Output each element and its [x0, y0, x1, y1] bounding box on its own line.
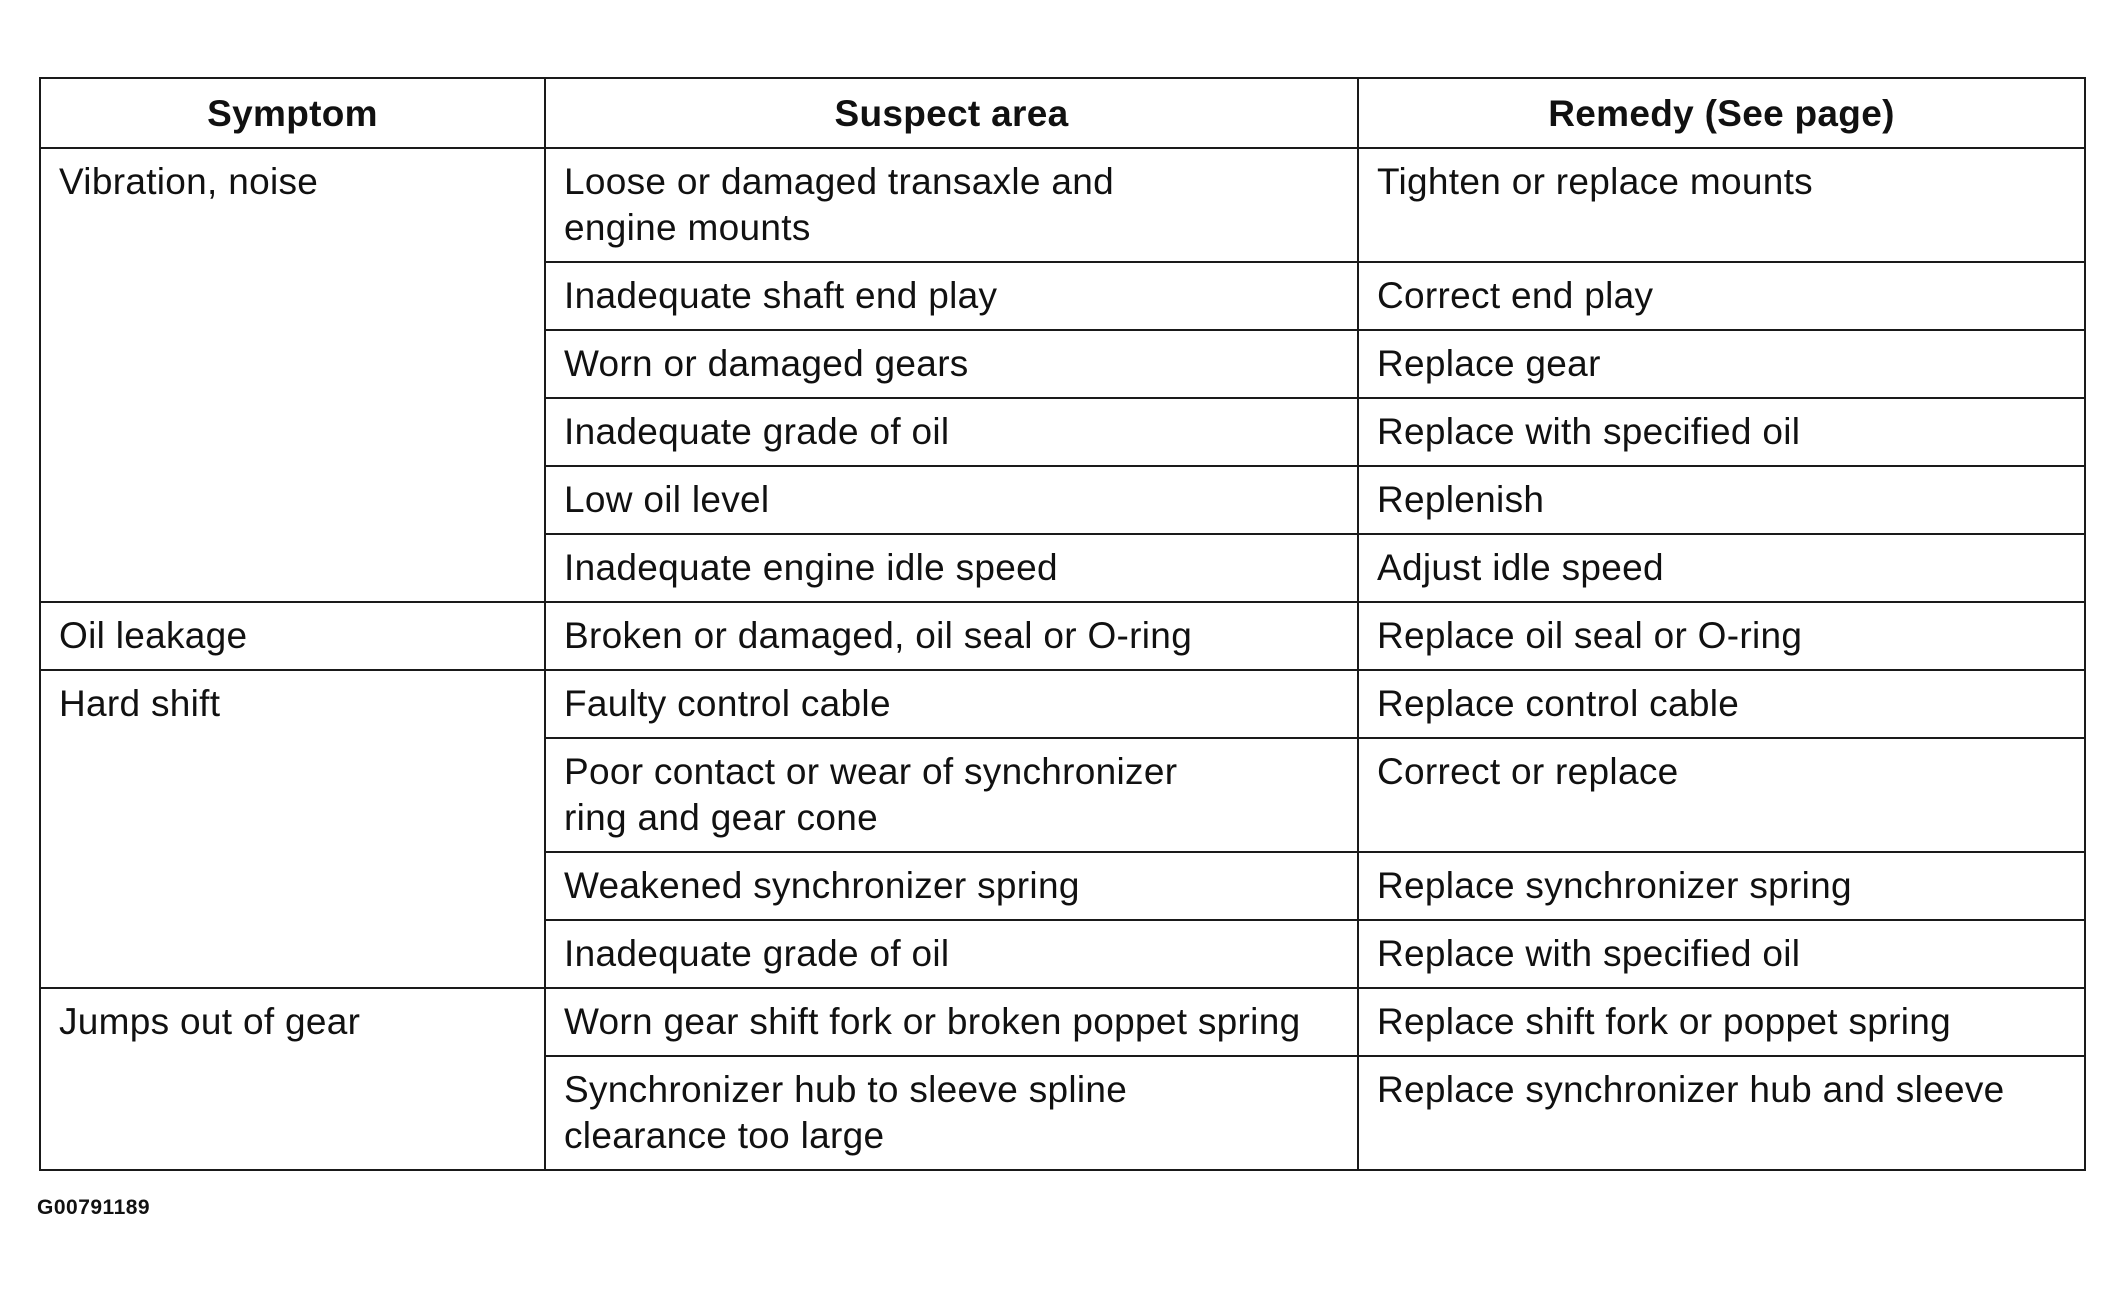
header-symptom: Symptom: [40, 78, 545, 148]
remedy-cell: Replace shift fork or poppet spring: [1358, 988, 2085, 1056]
header-row: [40, 78, 2085, 148]
suspect-area-cell: Inadequate grade of oil: [545, 398, 1358, 466]
remedy-cell: Correct or replace: [1358, 738, 2085, 852]
suspect-area-cell: Faulty control cable: [545, 670, 1358, 738]
remedy-cell: Replenish: [1358, 466, 2085, 534]
suspect-area-cell: Loose or damaged transaxle and engine mounts: [545, 148, 1358, 262]
remedy-cell: Correct end play: [1358, 262, 2085, 330]
symptom-cell: Vibration, noise: [40, 148, 545, 602]
suspect-area-cell: Inadequate grade of oil: [545, 920, 1358, 988]
header-remedy: Remedy (See page): [1358, 78, 2085, 148]
remedy-cell: Replace synchronizer hub and sleeve: [1358, 1056, 2085, 1170]
table-row: [40, 148, 2085, 262]
header-suspect-area: Suspect area: [545, 78, 1358, 148]
suspect-area-cell: Broken or damaged, oil seal or O-ring: [545, 602, 1358, 670]
figure-id: G00791189: [37, 1196, 151, 1219]
suspect-area-cell: Synchronizer hub to sleeve spline clearance too large: [545, 1056, 1358, 1170]
remedy-cell: Replace control cable: [1358, 670, 2085, 738]
remedy-cell: Replace gear: [1358, 330, 2085, 398]
suspect-area-cell: Low oil level: [545, 466, 1358, 534]
suspect-area-cell: Inadequate engine idle speed: [545, 534, 1358, 602]
table-row: [40, 602, 2085, 670]
symptom-cell: Oil leakage: [40, 602, 545, 670]
suspect-area-cell: Inadequate shaft end play: [545, 262, 1358, 330]
symptom-cell: Jumps out of gear: [40, 988, 545, 1170]
suspect-area-cell: Weakened synchronizer spring: [545, 852, 1358, 920]
symptom-cell: Hard shift: [40, 670, 545, 988]
remedy-cell: Replace with specified oil: [1358, 920, 2085, 988]
troubleshooting-table: [39, 77, 2086, 1171]
suspect-area-cell: Worn gear shift fork or broken poppet spring: [545, 988, 1358, 1056]
table-row: [40, 988, 2085, 1056]
remedy-cell: Replace with specified oil: [1358, 398, 2085, 466]
remedy-cell: Tighten or replace mounts: [1358, 148, 2085, 262]
table-row: [40, 670, 2085, 738]
remedy-cell: Adjust idle speed: [1358, 534, 2085, 602]
remedy-cell: Replace oil seal or O-ring: [1358, 602, 2085, 670]
remedy-cell: Replace synchronizer spring: [1358, 852, 2085, 920]
suspect-area-cell: Poor contact or wear of synchronizer ring and gear cone: [545, 738, 1358, 852]
suspect-area-cell: Worn or damaged gears: [545, 330, 1358, 398]
